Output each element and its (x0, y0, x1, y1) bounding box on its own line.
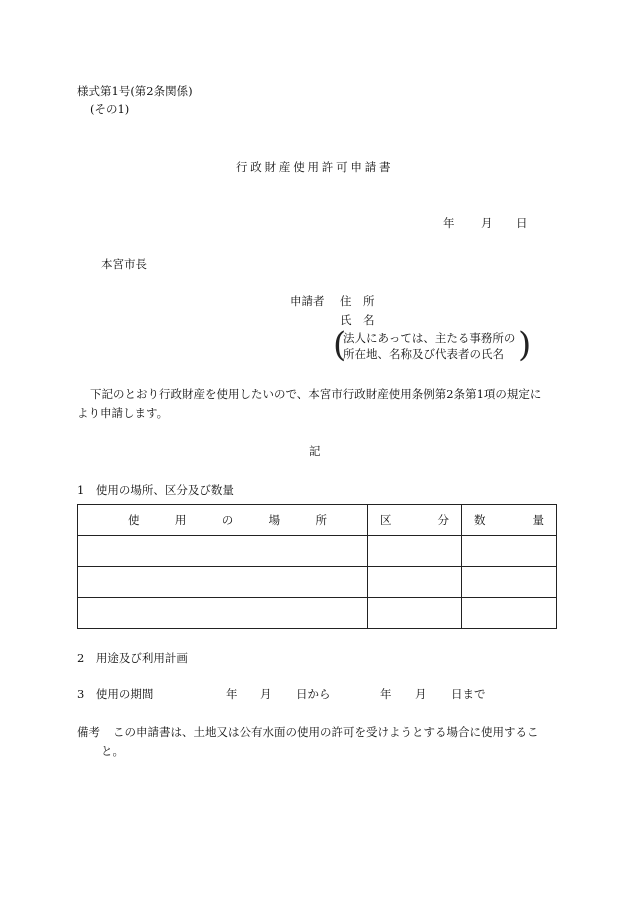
table-row (78, 536, 557, 567)
remarks-label: 備考 (77, 725, 100, 739)
header-char: 使 (128, 513, 140, 527)
body-text-line2: より申請します。 (77, 406, 169, 420)
quantity-cell[interactable] (462, 598, 557, 629)
period-to-year: 年 (380, 687, 392, 701)
form-number: 様式第1号(第2条関係) (77, 84, 193, 98)
header-char: 場 (268, 513, 281, 527)
applicant-note-line2: 所在地、名称及び代表者の氏名 (343, 347, 504, 361)
period-from-day: 日から (296, 687, 331, 701)
period-from-year: 年 (226, 687, 238, 701)
location-cell[interactable] (78, 567, 368, 598)
header-char: 分 (437, 513, 449, 527)
left-parenthesis: ( (333, 325, 347, 365)
section2-heading: 2 用途及び利用計画 (77, 651, 188, 665)
header-char: 所 (315, 513, 327, 527)
header-char: 用 (174, 513, 187, 527)
sub-number: (その1) (90, 102, 130, 116)
period-to-month: 月 (415, 687, 427, 701)
table-row (78, 598, 557, 629)
date-day: 日 (516, 216, 528, 230)
header-char: 数 (474, 513, 486, 527)
date-year: 年 (443, 216, 455, 230)
date-month: 月 (481, 216, 493, 230)
section3-heading: 3 使用の期間 (77, 687, 154, 701)
remarks-line1: この申請書は、土地又は公有水面の使用の許可を受けようとする場合に使用するこ (113, 725, 539, 739)
header-char: 量 (532, 513, 544, 527)
period-to-day: 日まで (451, 687, 486, 701)
ki-heading: 記 (309, 444, 321, 458)
addressee: 本宮市長 (101, 257, 147, 271)
category-cell[interactable] (368, 567, 462, 598)
applicant-note-line1: 法人にあっては、主たる事務所の (343, 331, 516, 345)
remarks-line2: と。 (101, 744, 124, 758)
category-cell[interactable] (368, 536, 462, 567)
quantity-cell[interactable] (462, 536, 557, 567)
body-text-line1: 下記のとおり行政財産を使用したいので、本宮市行政財産使用条例第2条第1項の規定に (90, 387, 542, 401)
name-label: 氏 名 (340, 313, 375, 327)
address-label: 住 所 (340, 294, 375, 308)
document-title: 行政財産使用許可申請書 (236, 160, 394, 174)
table-header-row (78, 505, 557, 536)
location-cell[interactable] (78, 536, 368, 567)
header-char: 区 (380, 513, 392, 527)
period-from-month: 月 (260, 687, 272, 701)
header-quantity (462, 505, 557, 536)
table-row (78, 567, 557, 598)
quantity-cell[interactable] (462, 567, 557, 598)
category-cell[interactable] (368, 598, 462, 629)
usage-table (77, 504, 557, 629)
header-category (368, 505, 462, 536)
header-location (78, 505, 368, 536)
location-cell[interactable] (78, 598, 368, 629)
header-char: の (221, 513, 234, 527)
applicant-label: 申請者 (290, 294, 325, 308)
section1-heading: 1 使用の場所、区分及び数量 (77, 483, 234, 497)
right-parenthesis: ) (518, 325, 532, 365)
